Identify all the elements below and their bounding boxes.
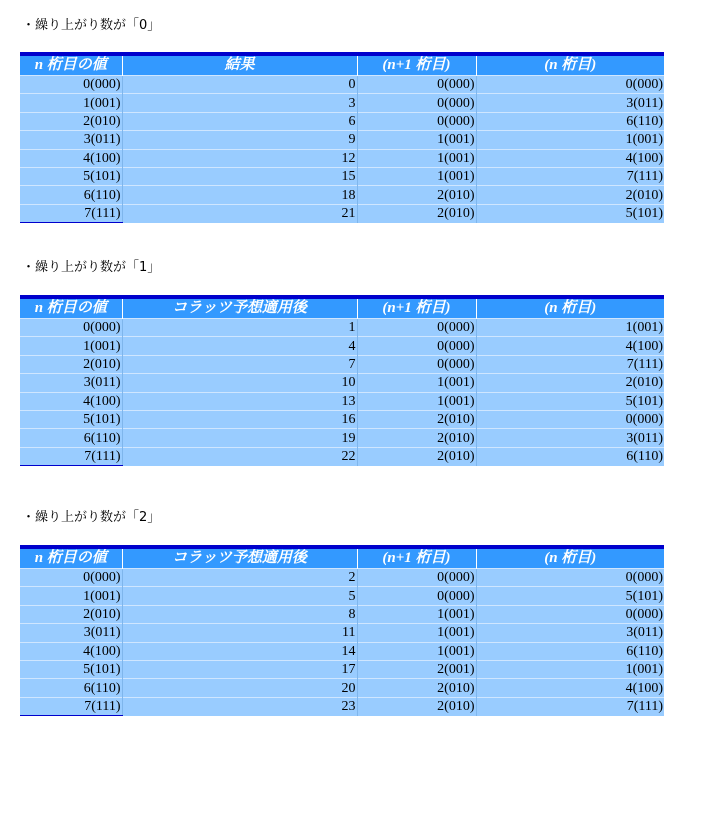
cell-next-digit: 1(001) [357, 624, 476, 642]
cell-result: 22 [122, 447, 357, 465]
cell-digit-value: 7(111) [20, 204, 122, 222]
table-row [20, 697, 664, 715]
cell-digit-value: 3(011) [20, 131, 122, 149]
cell-digit: 6(110) [476, 112, 664, 130]
cell-digit: 0(000) [476, 569, 664, 587]
cell-result: 13 [122, 392, 357, 410]
cell-result: 10 [122, 374, 357, 392]
cell-digit-value: 1(001) [20, 337, 122, 355]
cell-result: 17 [122, 660, 357, 678]
cell-digit-value: 7(111) [20, 697, 122, 715]
cell-result: 4 [122, 337, 357, 355]
cell-result: 8 [122, 605, 357, 623]
header-digit: (n 桁目) [476, 54, 664, 76]
header-digit-value: n 桁目の値 [20, 54, 122, 76]
cell-result: 11 [122, 624, 357, 642]
cell-digit-value: 0(000) [20, 319, 122, 337]
table-row [20, 569, 664, 587]
table-section-0 [20, 52, 664, 223]
cell-digit-value: 0(000) [20, 569, 122, 587]
table-row [20, 587, 664, 605]
table-header-row [20, 54, 664, 76]
cell-digit: 4(100) [476, 149, 664, 167]
cell-next-digit: 1(001) [357, 374, 476, 392]
table-row [20, 319, 664, 337]
cell-digit-value: 1(001) [20, 587, 122, 605]
cell-digit: 1(001) [476, 131, 664, 149]
cell-result: 18 [122, 186, 357, 204]
header-next-digit: (n+1 桁目) [357, 547, 476, 569]
table-row [20, 337, 664, 355]
table-section-1 [20, 295, 664, 466]
carry-table-1 [20, 295, 664, 466]
header-next-digit: (n+1 桁目) [357, 297, 476, 319]
cell-next-digit: 0(000) [357, 94, 476, 112]
cell-result: 2 [122, 569, 357, 587]
cell-digit-value: 6(110) [20, 186, 122, 204]
cell-digit: 3(011) [476, 429, 664, 447]
cell-result: 23 [122, 697, 357, 715]
table-row [20, 410, 664, 428]
table-row [20, 204, 664, 222]
cell-result: 20 [122, 679, 357, 697]
cell-digit-value: 2(010) [20, 605, 122, 623]
table-row [20, 605, 664, 623]
cell-digit: 5(101) [476, 587, 664, 605]
table-row [20, 76, 664, 94]
cell-next-digit: 0(000) [357, 337, 476, 355]
table-row [20, 429, 664, 447]
cell-next-digit: 1(001) [357, 605, 476, 623]
table-row [20, 679, 664, 697]
cell-next-digit: 0(000) [357, 76, 476, 94]
cell-digit-value: 5(101) [20, 660, 122, 678]
cell-digit-value: 3(011) [20, 624, 122, 642]
header-digit-value: n 桁目の値 [20, 547, 122, 569]
cell-next-digit: 0(000) [357, 112, 476, 130]
table-row [20, 112, 664, 130]
cell-digit: 0(000) [476, 76, 664, 94]
cell-next-digit: 2(010) [357, 429, 476, 447]
cell-next-digit: 1(001) [357, 642, 476, 660]
table-row [20, 149, 664, 167]
cell-next-digit: 2(010) [357, 204, 476, 222]
cell-digit: 3(011) [476, 94, 664, 112]
table-row [20, 392, 664, 410]
cell-next-digit: 0(000) [357, 355, 476, 373]
cell-next-digit: 2(010) [357, 186, 476, 204]
table-section-2 [20, 545, 664, 716]
cell-digit-value: 6(110) [20, 679, 122, 697]
cell-digit: 5(101) [476, 204, 664, 222]
header-next-digit: (n+1 桁目) [357, 54, 476, 76]
cell-next-digit: 2(010) [357, 679, 476, 697]
cell-digit-value: 7(111) [20, 447, 122, 465]
cell-next-digit: 2(010) [357, 410, 476, 428]
cell-next-digit: 2(010) [357, 447, 476, 465]
cell-digit: 1(001) [476, 319, 664, 337]
cell-result: 14 [122, 642, 357, 660]
header-digit-value: n 桁目の値 [20, 297, 122, 319]
cell-next-digit: 1(001) [357, 149, 476, 167]
cell-digit-value: 2(010) [20, 112, 122, 130]
cell-digit: 1(001) [476, 660, 664, 678]
table-row [20, 355, 664, 373]
cell-digit: 2(010) [476, 374, 664, 392]
cell-next-digit: 2(001) [357, 660, 476, 678]
table-row [20, 447, 664, 465]
cell-digit-value: 4(100) [20, 392, 122, 410]
cell-result: 19 [122, 429, 357, 447]
cell-digit: 3(011) [476, 624, 664, 642]
carry-table-0 [20, 52, 664, 223]
cell-next-digit: 1(001) [357, 131, 476, 149]
cell-result: 5 [122, 587, 357, 605]
header-collatz-applied: コラッツ予想適用後 [122, 297, 357, 319]
cell-digit-value: 4(100) [20, 642, 122, 660]
cell-digit: 6(110) [476, 447, 664, 465]
table-header-row [20, 297, 664, 319]
table-row [20, 374, 664, 392]
cell-result: 15 [122, 167, 357, 185]
cell-result: 12 [122, 149, 357, 167]
cell-next-digit: 2(010) [357, 697, 476, 715]
cell-next-digit: 0(000) [357, 319, 476, 337]
cell-digit: 4(100) [476, 337, 664, 355]
header-collatz-applied: コラッツ予想適用後 [122, 547, 357, 569]
cell-digit: 7(111) [476, 167, 664, 185]
cell-result: 21 [122, 204, 357, 222]
cell-digit: 0(000) [476, 410, 664, 428]
cell-digit-value: 5(101) [20, 410, 122, 428]
cell-result: 16 [122, 410, 357, 428]
cell-digit-value: 2(010) [20, 355, 122, 373]
cell-digit: 6(110) [476, 642, 664, 660]
cell-next-digit: 1(001) [357, 167, 476, 185]
cell-result: 7 [122, 355, 357, 373]
header-result: 結果 [122, 54, 357, 76]
cell-digit-value: 3(011) [20, 374, 122, 392]
cell-digit: 4(100) [476, 679, 664, 697]
cell-result: 6 [122, 112, 357, 130]
table-row [20, 624, 664, 642]
cell-digit-value: 0(000) [20, 76, 122, 94]
cell-result: 9 [122, 131, 357, 149]
section-1-title: ・繰り上がり数が「1」 [22, 260, 161, 275]
cell-digit: 0(000) [476, 605, 664, 623]
section-0-title: ・繰り上がり数が「0」 [22, 18, 161, 33]
cell-digit-value: 5(101) [20, 167, 122, 185]
header-digit: (n 桁目) [476, 547, 664, 569]
section-2-title: ・繰り上がり数が「2」 [22, 510, 161, 525]
table-row [20, 131, 664, 149]
cell-digit-value: 4(100) [20, 149, 122, 167]
cell-result: 1 [122, 319, 357, 337]
table-row [20, 660, 664, 678]
cell-digit: 5(101) [476, 392, 664, 410]
cell-result: 0 [122, 76, 357, 94]
cell-next-digit: 0(000) [357, 569, 476, 587]
table-row [20, 186, 664, 204]
cell-digit: 7(111) [476, 697, 664, 715]
cell-result: 3 [122, 94, 357, 112]
cell-digit-value: 6(110) [20, 429, 122, 447]
table-row [20, 94, 664, 112]
header-digit: (n 桁目) [476, 297, 664, 319]
cell-digit: 7(111) [476, 355, 664, 373]
cell-digit: 2(010) [476, 186, 664, 204]
table-row [20, 167, 664, 185]
table-header-row [20, 547, 664, 569]
table-row [20, 642, 664, 660]
cell-digit-value: 1(001) [20, 94, 122, 112]
cell-next-digit: 1(001) [357, 392, 476, 410]
carry-table-2 [20, 545, 664, 716]
cell-next-digit: 0(000) [357, 587, 476, 605]
